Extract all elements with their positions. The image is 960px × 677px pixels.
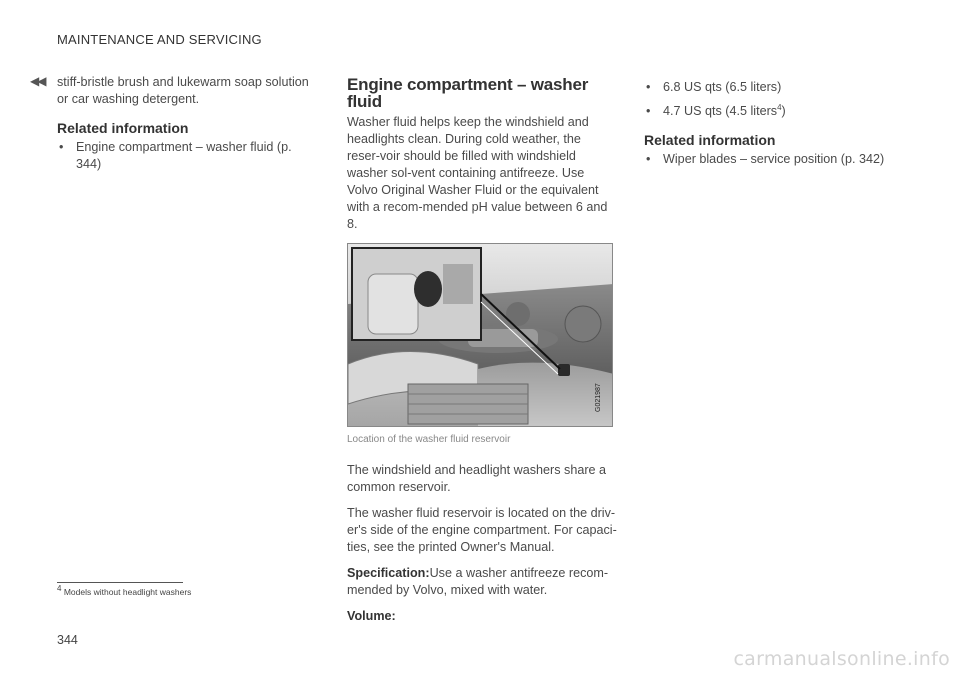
- bullet: •: [59, 140, 64, 154]
- related-link-label: Wiper blades – service position (p. 342): [663, 152, 885, 166]
- volume-item: [644, 103, 914, 120]
- bullet: •: [646, 152, 651, 166]
- engine-compartment-photo: [347, 243, 613, 427]
- related-links-list: [57, 139, 319, 173]
- volume-item: [644, 79, 914, 96]
- footnote-divider: [57, 582, 183, 583]
- volume-list: [644, 79, 914, 120]
- engine-illustration: [348, 244, 613, 427]
- specification-text: Use a washer antifreeze recom-mended by Volvo, mixed with water.: [347, 566, 609, 597]
- intro-paragraph: Washer fluid helps keep the windshield and headlights clean. During cold weather, the reser-voir should be filled with windshield washer sol-vent containing antifreeze. Use Volvo Original Washer Fluid or the equivalent with a recom-mended pH value between 6 and 8.: [347, 115, 608, 231]
- related-info-heading: Related information: [57, 120, 189, 136]
- reservoir-cap-marker: [558, 364, 570, 376]
- related-info-heading: Related information: [644, 132, 776, 148]
- bullet: •: [646, 104, 651, 118]
- volume-close: ): [781, 104, 786, 118]
- volume-value: 6.8 US qts (6.5 liters): [663, 80, 782, 94]
- column-1: [57, 74, 319, 173]
- shared-reservoir-paragraph: The windshield and headlight washers share a common reservoir.: [347, 463, 607, 494]
- continued-text: stiff-bristle brush and lukewarm soap solution or car washing detergent.: [57, 75, 309, 106]
- bullet: •: [646, 80, 651, 94]
- footnote-ref: 4: [777, 102, 782, 112]
- volume-label: Volume:: [347, 609, 396, 623]
- footnote-number: 4: [57, 584, 62, 594]
- volume-value: 4.7 US qts (4.5 liters: [663, 104, 778, 118]
- running-header: MAINTENANCE AND SERVICING: [57, 32, 262, 47]
- figure-code: G021987: [595, 383, 602, 412]
- section-title: Engine compartment – washer fluid: [347, 75, 589, 111]
- figure-caption: Location of the washer fluid reservoir: [347, 434, 511, 445]
- related-link-label: Engine compartment – washer fluid (p. 344): [76, 140, 292, 171]
- continuation-marker: ◀◀: [30, 74, 45, 88]
- specification-paragraph: [347, 565, 617, 599]
- page-number: 344: [57, 633, 78, 647]
- related-link-washer-fluid[interactable]: [57, 139, 319, 173]
- footnote-text: Models without headlight washers: [63, 587, 192, 597]
- watermark: carmanualsonline.info: [733, 648, 950, 670]
- reservoir-location-paragraph: The washer fluid reservoir is located on the driv-er's side of the engine compartment. For capaci-ties, see the printed Owner's Manual.: [347, 506, 617, 554]
- related-links-list: [644, 151, 914, 168]
- related-link-wiper-blades[interactable]: [644, 151, 914, 168]
- specification-label: Specification:: [347, 566, 430, 580]
- column-2: [347, 76, 617, 634]
- footnote: [57, 584, 192, 597]
- column-3: [644, 79, 914, 168]
